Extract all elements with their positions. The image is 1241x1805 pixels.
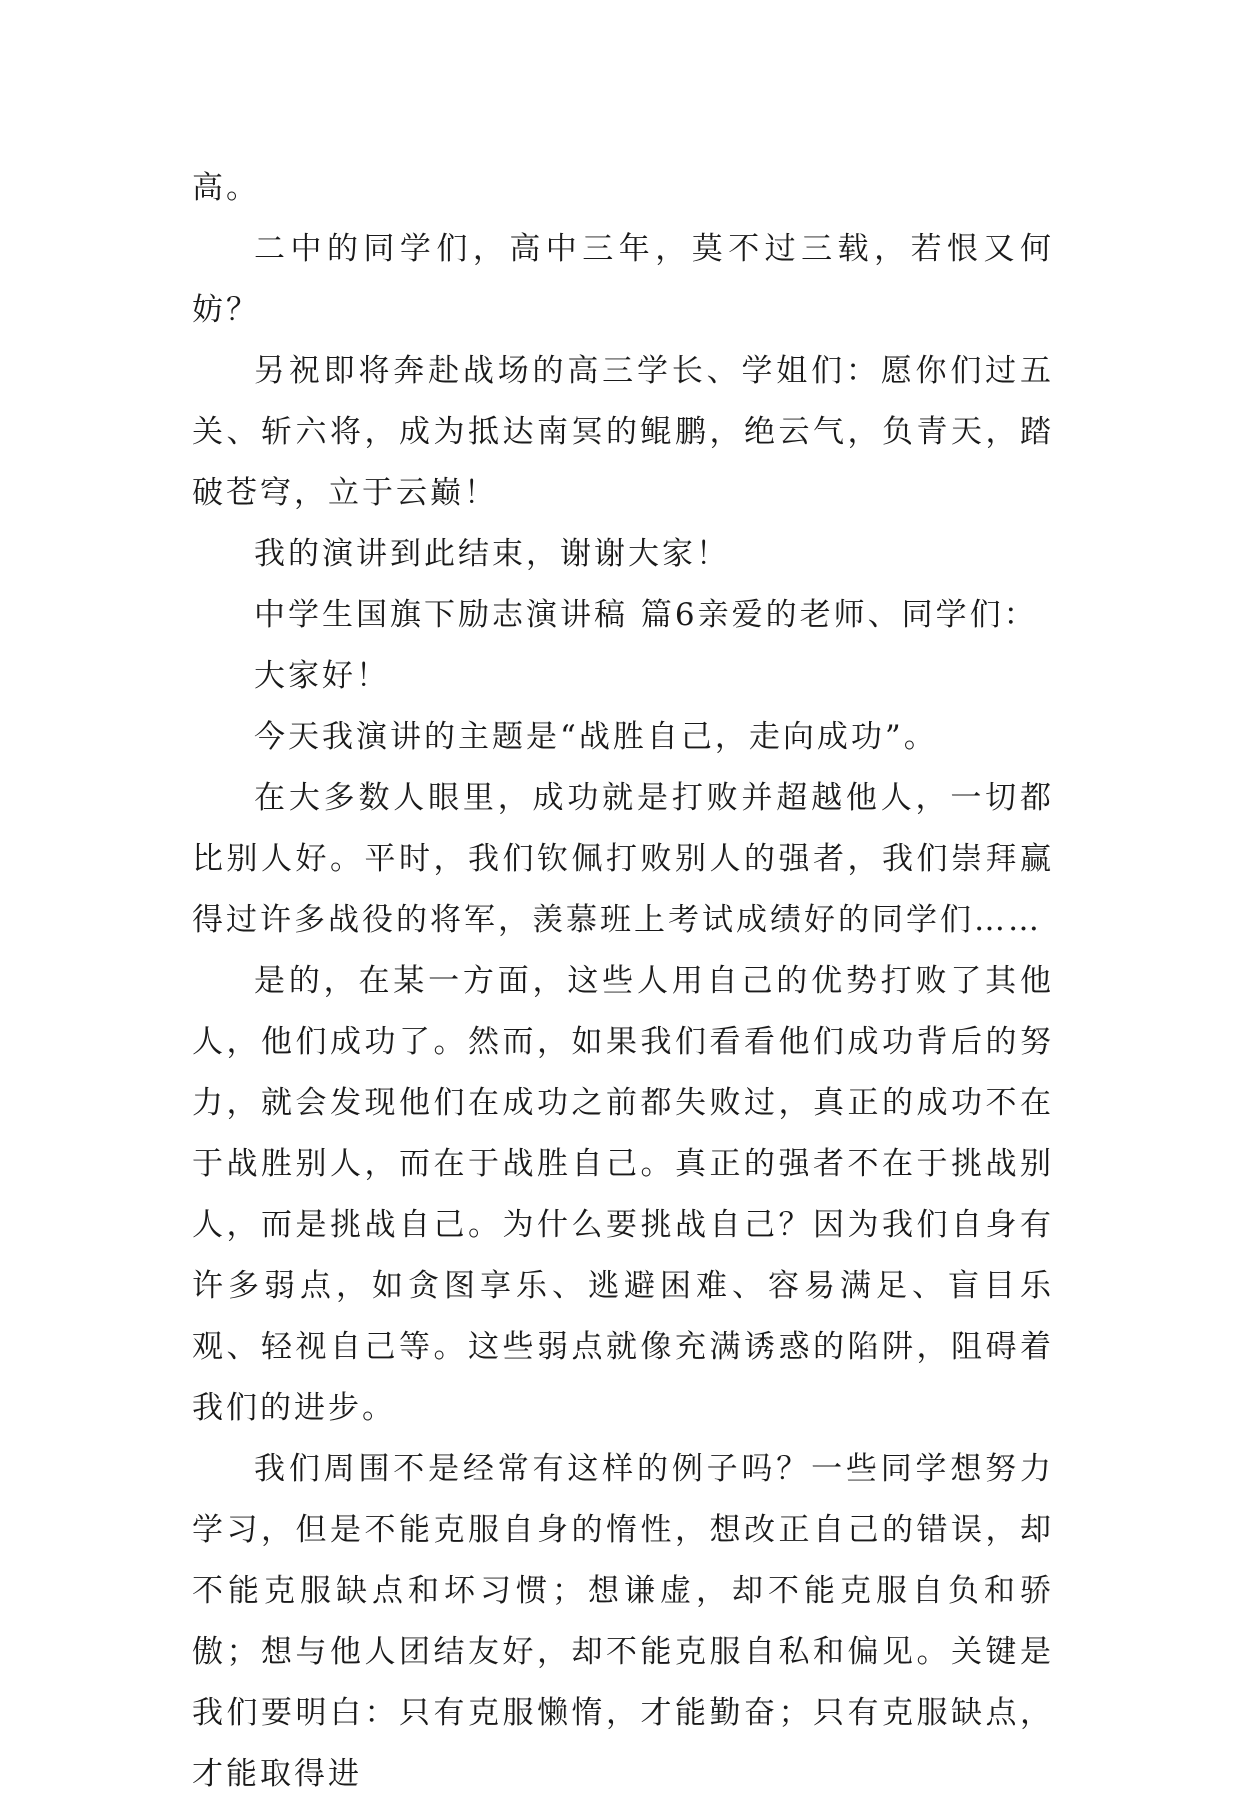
section-heading: 中学生国旗下励志演讲稿 篇6亲爱的老师、同学们： bbox=[254, 597, 1038, 633]
paragraph: 是的，在某一方面，这些人用自己的优势打败了其他人，他们成功了。然而，如果我们看看他们成功背后的努力，就会发现他们在成功之前都失败过，真正的成功不在于战胜别人，而在于战胜自己。真正的强者不在于挑战别人，而是挑战自己。为什么要挑战自己？因为我们自身有许多弱点，如贪图享乐、逃避困难、容易满足、盲目乐观、轻视自己等。这些弱点就像充满诱惑的陷阱，阻碍着我们的进步。 bbox=[192, 963, 1054, 1426]
document-body bbox=[192, 158, 1054, 1805]
paragraph: 我们周围不是经常有这样的例子吗？一些同学想努力学习，但是不能克服自身的惰性，想改正自己的错误，却不能克服缺点和坏习惯；想谦虚，却不能克服自负和骄傲；想与他人团结友好，却不能克服自私和偏见。关键是我们要明白：只有克服懒惰，才能勤奋；只有克服缺点，才能取得进 bbox=[192, 1451, 1054, 1792]
paragraph: 另祝即将奔赴战场的高三学长、学姐们：愿你们过五关、斩六将，成为抵达南冥的鲲鹏，绝云气，负青天，踏破苍穹，立于云巅！ bbox=[192, 353, 1054, 511]
paragraph: 我的演讲到此结束，谢谢大家！ bbox=[254, 536, 730, 572]
paragraph: 今天我演讲的主题是“战胜自己，走向成功”。 bbox=[254, 719, 938, 755]
paragraph-continuation: 高。 bbox=[192, 170, 260, 206]
paragraph: 在大多数人眼里，成功就是打败并超越他人，一切都比别人好。平时，我们钦佩打败别人的强者，我们崇拜赢得过许多战役的将军，羡慕班上考试成绩好的同学们…… bbox=[192, 780, 1054, 938]
greeting: 大家好！ bbox=[254, 658, 390, 694]
paragraph: 二中的同学们，高中三年，莫不过三载，若恨又何妨？ bbox=[192, 231, 1054, 328]
